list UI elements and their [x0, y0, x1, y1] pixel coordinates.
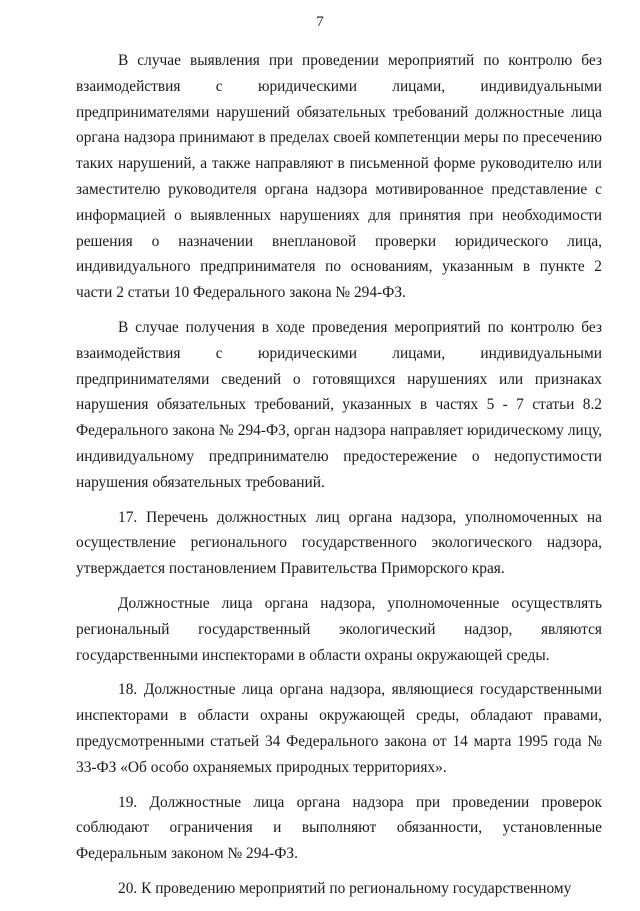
paragraph-item-20: 20. К проведению мероприятий по региональному государственному [118, 879, 572, 897]
paragraph-item-18: 18. Должностные лица органа надзора, являющиеся государственными инспекторами в области охраны окружающей среды, обладают правами, предусмотренными статьей 34 Федерального закона от 14 марта 1995 года № 33-ФЗ «Об особо охраняемых природных территориях». [76, 681, 602, 776]
paragraph-item-17: 17. Перечень должностных лиц органа надзора, уполномоченных на осуществление регионального государственного экологического надзора, утверждается постановлением Правительства Приморского края. [76, 508, 602, 578]
paragraph: В случае получения в ходе проведения мероприятий по контролю без взаимодействия с юридическими лицами, индивидуальными предпринимателями сведений о готовящихся нарушениях или признаках нарушения обязательных требований, указанных в частях 5 - 7 статьи 8.2 Федерального закона № 294-ФЗ, орган надзора направляет юридическому лицу, индивидуальному предпринимателю предостережение о недопустимости нарушения обязательных требований. [76, 318, 602, 491]
paragraph: Должностные лица органа надзора, уполномоченные осуществлять региональный государственный экологический надзор, являются государственными инспекторами в области охраны окружающей среды. [76, 594, 602, 664]
document-body [76, 48, 602, 911]
paragraph: В случае выявления при проведении мероприятий по контролю без взаимодействия с юридическими лицами, индивидуальными предпринимателями нарушений обязательных требований должностные лица органа надзора принимают в пределах своей компетенции меры по пресечению таких нарушений, а также направляют в письменной форме руководителю или заместителю руководителя органа надзора мотивированное представление с информацией о выявленных нарушениях для принятия при необходимости решения о назначении внеплановой проверки юридического лица, индивидуального предпринимателя по основаниям, указанным в пункте 2 части 2 статьи 10 Федерального закона № 294-ФЗ. [76, 52, 602, 302]
paragraph-item-19: 19. Должностные лица органа надзора при проведении проверок соблюдают ограничения и выполняют обязанности, установленные Федеральным законом № 294-ФЗ. [76, 793, 602, 863]
page-number: 7 [316, 14, 324, 30]
